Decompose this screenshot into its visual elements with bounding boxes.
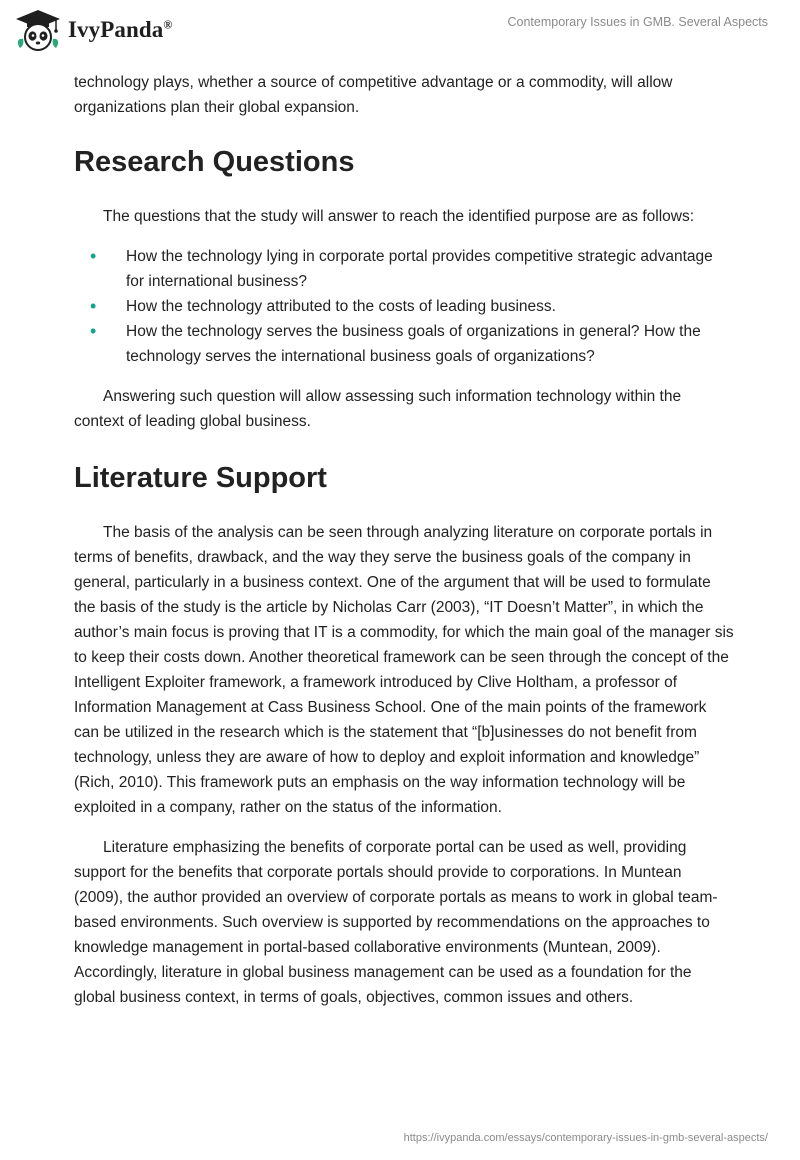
source-url[interactable]: https://ivypanda.com/essays/contemporary-issues-in-gmb-several-aspects/ [403,1132,768,1144]
research-questions-heading: Research Questions [74,146,355,178]
page-header [0,0,800,62]
literature-paragraph-2: Literature emphasizing the benefits of corporate portal can be used as well, providing support for the benefits that corporate portals should provide to corporations. In Muntean (2009), the author provided an overview of corporate portals as means to work in global team-based environments. Such overview is supported by recommendations on the approaches to knowledge management in portal-based collaborative environments (Muntean, 2009). Accordingly, literature in global business management can be used as a foundation for the global business context, in terms of goals, objectives, common issues and others. [74,839,718,1006]
bullet-dot-icon: • [90,321,97,341]
article-body [74,70,734,1010]
intro-paragraph: technology plays, whether a source of competitive advantage or a commodity, will allow organizations plan their global expansion. [74,74,673,116]
research-questions-closing: Answering such question will allow assessing such information technology within the context of leading global business. [74,388,682,430]
bullet-dot-icon: • [90,296,97,316]
document-title: Contemporary Issues in GMB. Several Aspects [507,15,768,29]
research-questions-list [74,244,734,369]
list-item: • How the technology attributed to the costs of leading business. [74,294,734,319]
literature-paragraph-1: The basis of the analysis can be seen through analyzing literature on corporate portals in terms of benefits, drawback, and the way they serve the business goals of the company in general, particularly in a business context. One of the argument that will be used to formulate the basis of the study is the article by Nicholas Carr (2003), “IT Doesn’t Matter”, in which the author’s main focus is proving that IT is a commodity, for which the main goal of the manager sis to keep their costs down. Another theoretical framework can be seen through the concept of the Intelligent Exploiter framework, a framework introduced by Clive Holtham, a professor of Information Management at Cass Business School. One of the main points of the framework can be utilized in the research which is the statement that “[b]usinesses do not benefit from technology, unless they are aware of how to deploy and exploit information and knowledge” (Rich, 2010). This framework puts an emphasis on the way information technology will be exploited in a company, rather on the status of the information. [74,524,734,816]
research-questions-lead: The questions that the study will answer to reach the identified purpose are as follows: [103,208,695,225]
brand-name: IvyPanda® [68,17,173,42]
bullet-dot-icon: • [90,246,97,266]
ivypanda-logo[interactable] [14,8,172,52]
panda-graduate-logo-icon [14,8,62,52]
list-item: • How the technology lying in corporate portal provides competitive strategic advantage for international business? [90,246,713,290]
literature-support-heading: Literature Support [74,462,327,494]
list-item: • How the technology serves the business goals of organizations in general? How the technology serves the international business goals of organizations? [90,321,701,365]
